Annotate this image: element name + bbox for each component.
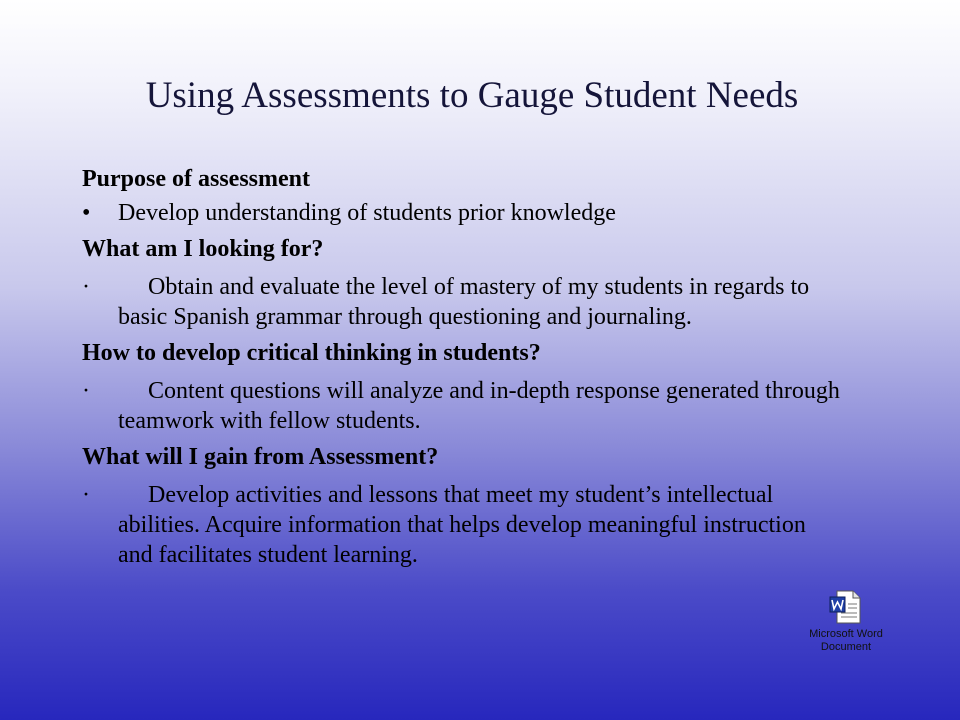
bullet-text: Develop activities and lessons that meet my student’s intellectual abilities. Acquire information that helps develop meaningful instruction and facilitates student learning. — [118, 482, 806, 568]
section-heading-critical-thinking: How to develop critical thinking in students? — [82, 340, 541, 366]
section-heading-looking-for: What am I looking for? — [82, 236, 324, 262]
embedded-word-document[interactable] — [800, 590, 892, 654]
slide-title: Using Assessments to Gauge Student Needs — [145, 75, 799, 116]
bullet-item-gain — [82, 480, 842, 570]
bullet-marker: · — [82, 378, 90, 404]
slide-body — [82, 164, 842, 570]
bullet-marker: • — [82, 200, 91, 226]
bullet-item-purpose — [82, 198, 842, 228]
microsoft-word-document-icon — [829, 590, 863, 624]
bullet-item-looking-for — [82, 272, 842, 332]
section-heading-gain: What will I gain from Assessment? — [82, 444, 439, 470]
bullet-item-critical-thinking — [82, 376, 842, 436]
bullet-text: Develop understanding of students prior knowledge — [118, 200, 616, 226]
bullet-text: Content questions will analyze and in-depth response generated through teamwork with fellow students. — [118, 378, 840, 434]
embedded-label-line2: Document — [820, 641, 872, 653]
bullet-text: Obtain and evaluate the level of mastery of my students in regards to basic Spanish grammar through questioning and journaling. — [118, 274, 810, 330]
bullet-marker: · — [82, 274, 90, 300]
embedded-label-line1: Microsoft Word — [809, 628, 883, 640]
section-heading-purpose: Purpose of assessment — [82, 166, 310, 192]
bullet-marker: · — [82, 482, 90, 508]
